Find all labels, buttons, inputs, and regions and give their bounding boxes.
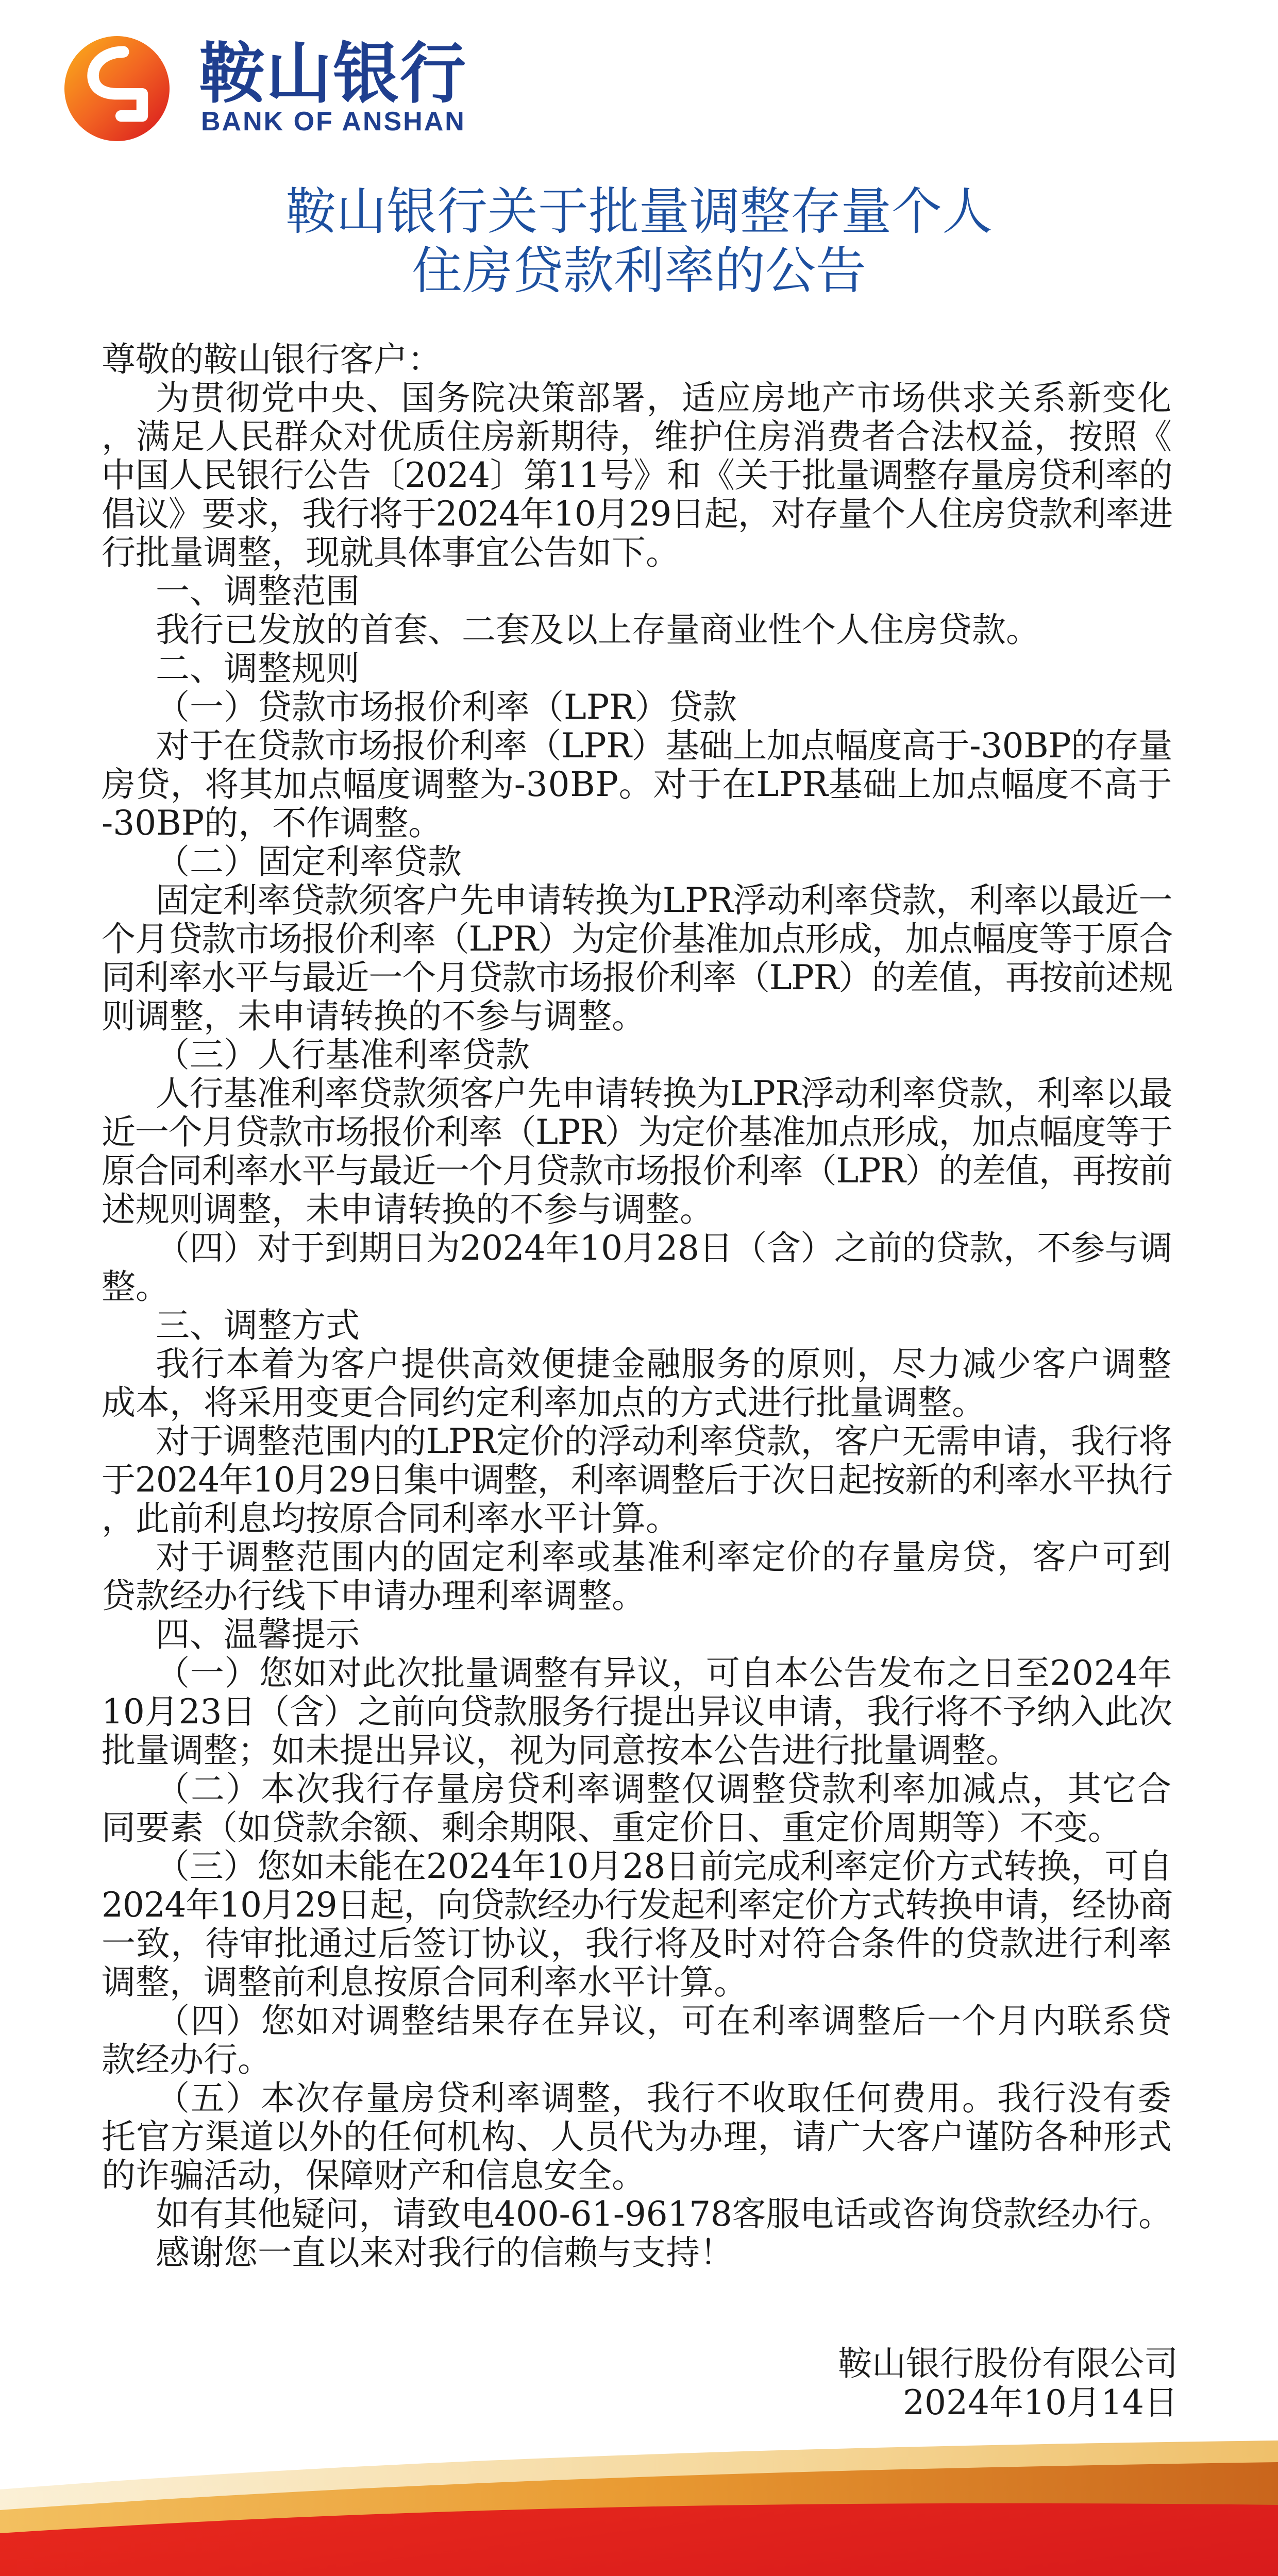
sub-heading	[102, 842, 1172, 881]
paragraph-line	[102, 997, 1172, 1036]
sub-heading-text: （一）贷款市场报价利率（LPR）贷款	[156, 687, 737, 727]
paragraph-line	[102, 495, 1172, 533]
sub-heading-text: （三）人行基准利率贷款	[156, 1035, 530, 1075]
paragraph-text: 近一个月贷款市场报价利率（LPR）为定价基准加点形成，加点幅度等于	[102, 1112, 1172, 1152]
paragraph-text: 人行基准利率贷款须客户先申请转换为LPR浮动利率贷款，利率以最	[156, 1074, 1172, 1113]
paragraph-text: 同利率水平与最近一个月贷款市场报价利率（LPR）的差值，再按前述规	[102, 958, 1172, 997]
paragraph-text: 托官方渠道以外的任何机构、人员代为办理，请广大客户谨防各种形式	[102, 2117, 1172, 2157]
paragraph	[102, 881, 1172, 1036]
paragraph	[102, 726, 1172, 842]
paragraph-line	[102, 611, 1172, 649]
section-heading	[102, 572, 1172, 611]
paragraph	[102, 379, 1172, 572]
paragraph-line	[102, 1383, 1172, 1422]
section-heading-line	[102, 649, 1172, 688]
paragraph-text: 我行本着为客户提供高效便捷金融服务的原则，尽力减少客户调整	[156, 1344, 1172, 1384]
paragraph-text: （四）您如对调整结果存在异议，可在利率调整后一个月内联系贷	[156, 2001, 1172, 2041]
paragraph-text: 一致，待审批通过后签订协议，我行将及时对符合条件的贷款进行利率	[102, 1924, 1172, 1963]
bank-of-anshan-logo-icon	[64, 36, 170, 141]
paragraph-line	[102, 1577, 1172, 1615]
paragraph	[102, 1074, 1172, 1229]
paragraph-text: 成本，将采用变更合同约定利率加点的方式进行批量调整。	[102, 1383, 986, 1422]
paragraph-text: （二）本次我行存量房贷利率调整仅调整贷款利率加减点，其它合	[156, 1769, 1172, 1809]
paragraph	[102, 2002, 1172, 2079]
section-heading-text: 四、温馨提示	[156, 1615, 360, 1654]
paragraph	[102, 1654, 1172, 1770]
paragraph	[102, 1229, 1172, 1306]
sub-heading-line	[102, 1036, 1172, 1074]
section-heading-text: 一、调整范围	[156, 571, 360, 611]
section-heading	[102, 1306, 1172, 1345]
paragraph-text: 对于调整范围内的LPR定价的浮动利率贷款，客户无需申请，我行将	[156, 1421, 1172, 1461]
paragraph-line	[102, 2233, 1172, 2272]
section-heading-line	[102, 1615, 1172, 1654]
paragraph-text: 如有其他疑问，请致电400-61-96178客服电话或咨询贷款经办行。	[156, 2194, 1172, 2234]
sub-heading-line	[102, 688, 1172, 726]
greeting-text: 尊敬的鞍山银行客户：	[102, 340, 442, 379]
paragraph-text: 固定利率贷款须客户先申请转换为LPR浮动利率贷款，利率以最近一	[156, 880, 1172, 920]
paragraph-text: ，此前利息均按原合同利率水平计算。	[102, 1499, 680, 1538]
section-heading-line	[102, 572, 1172, 611]
paragraph-line	[102, 533, 1172, 572]
paragraph-line	[102, 456, 1172, 495]
paragraph-line	[102, 1770, 1172, 1808]
paragraph-text: 的诈骗活动，保障财产和信息安全。	[102, 2156, 646, 2195]
sub-heading	[102, 1036, 1172, 1074]
paragraph-line	[102, 1924, 1172, 1963]
paragraph-line	[102, 1113, 1172, 1151]
paragraph-text: 对于在贷款市场报价利率（LPR）基础上加点幅度高于-30BP的存量	[156, 726, 1172, 766]
paragraph-line	[102, 1074, 1172, 1113]
paragraph-line	[102, 1499, 1172, 1538]
paragraph	[102, 1538, 1172, 1615]
notice-title-line-2: 住房贷款利率的公告	[411, 242, 866, 300]
paragraph-text: 批量调整；如未提出异议，视为同意按本公告进行批量调整。	[102, 1731, 1020, 1770]
paragraph-line	[102, 2002, 1172, 2040]
paragraph-text: 感谢您一直以来对我行的信赖与支持！	[156, 2233, 734, 2273]
paragraph-line	[102, 1963, 1172, 2002]
section-heading	[102, 1615, 1172, 1654]
paragraph-text: 倡议》要求，我行将于2024年10月29日起，对存量个人住房贷款利率进	[102, 494, 1172, 534]
paragraph-text: 款经办行。	[102, 2040, 272, 2079]
paragraph-text: 个月贷款市场报价利率（LPR）为定价基准加点形成，加点幅度等于原合	[102, 919, 1172, 959]
paragraph-line	[102, 2117, 1172, 2156]
paragraph-text: （三）您如未能在2024年10月28日前完成利率定价方式转换，可自	[156, 1846, 1172, 1886]
paragraph-line	[102, 1808, 1172, 1847]
paragraph-line	[102, 2195, 1172, 2233]
paragraph-line	[102, 765, 1172, 804]
signature-org: 鞍山银行股份有限公司	[838, 2344, 1178, 2383]
paragraph-text: 整。	[102, 1267, 170, 1307]
signature-date: 2024年10月14日	[903, 2383, 1178, 2422]
paragraph-text: 贷款经办行线下申请办理利率调整。	[102, 1576, 646, 1616]
paragraph-line	[102, 1345, 1172, 1383]
paragraph-text: 原合同利率水平与最近一个月贷款市场报价利率（LPR）的差值，再按前	[102, 1151, 1172, 1191]
paragraph	[102, 2233, 1172, 2272]
paragraph-text: -30BP的，不作调整。	[102, 803, 443, 843]
paragraph-text: （一）您如对此次批量调整有异议，可自本公告发布之日至2024年	[156, 1653, 1172, 1693]
paragraph-text: 述规则调整，未申请转换的不参与调整。	[102, 1190, 714, 1229]
paragraph	[102, 611, 1172, 649]
paragraph-line	[102, 726, 1172, 765]
paragraph-text: 房贷，将其加点幅度调整为-30BP。对于在LPR基础上加点幅度不高于	[102, 765, 1172, 804]
notice-body	[102, 340, 1172, 2272]
paragraph	[102, 1422, 1172, 1538]
notice-title	[0, 182, 1278, 301]
paragraph-line	[102, 1151, 1172, 1190]
paragraph-line	[102, 1731, 1172, 1770]
paragraph-text: ，满足人民群众对优质住房新期待，维护住房消费者合法权益，按照《	[102, 417, 1172, 456]
paragraph	[102, 1345, 1172, 1422]
notice-title-line-1: 鞍山银行关于批量调整存量个人	[285, 182, 993, 241]
paragraph	[102, 2195, 1172, 2233]
paragraph-line	[102, 1267, 1172, 1306]
paragraph-line	[102, 2040, 1172, 2079]
section-heading-text: 三、调整方式	[156, 1306, 360, 1345]
paragraph-line	[102, 1229, 1172, 1267]
paragraph-text: 2024年10月29日起，向贷款经办行发起利率定价方式转换申请，经协商	[102, 1885, 1172, 1925]
paragraph-text: 于2024年10月29日集中调整，利率调整后于次日起按新的利率水平执行	[102, 1460, 1172, 1500]
footer-ribbon-decoration	[0, 2441, 1278, 2576]
paragraph-text: 行批量调整，现就具体事宜公告如下。	[102, 533, 680, 572]
paragraph	[102, 1847, 1172, 2002]
sub-heading-line	[102, 842, 1172, 881]
paragraph-line	[102, 1692, 1172, 1731]
paragraph-text: 中国人民银行公告〔2024〕第11号》和《关于批量调整存量房贷利率的	[102, 455, 1172, 495]
paragraph-line	[102, 1847, 1172, 1886]
paragraph-text: 10月23日（含）之前向贷款服务行提出异议申请，我行将不予纳入此次	[102, 1692, 1172, 1732]
paragraph-line	[102, 958, 1172, 997]
paragraph-line	[102, 881, 1172, 920]
paragraph	[102, 1770, 1172, 1847]
paragraph-line	[102, 1461, 1172, 1499]
paragraph-line	[102, 1538, 1172, 1577]
paragraph-line	[102, 2079, 1172, 2117]
bank-name-en: BANK OF ANSHAN	[201, 107, 466, 137]
paragraph-text: （四）对于到期日为2024年10月28日（含）之前的贷款，不参与调	[156, 1228, 1172, 1268]
sub-heading	[102, 688, 1172, 726]
paragraph-text: （五）本次存量房贷利率调整，我行不收取任何费用。我行没有委	[156, 2078, 1172, 2118]
paragraph-text: 调整，调整前利息按原合同利率水平计算。	[102, 1962, 748, 2002]
paragraph-text: 则调整，未申请转换的不参与调整。	[102, 996, 646, 1036]
paragraph-line	[102, 1886, 1172, 1924]
paragraph-line	[102, 2156, 1172, 2195]
sub-heading-text: （二）固定利率贷款	[156, 842, 462, 882]
paragraph-text: 同要素（如贷款余额、剩余期限、重定价日、重定价周期等）不变。	[102, 1808, 1122, 1848]
paragraph-line	[102, 1654, 1172, 1692]
paragraph-line	[102, 920, 1172, 958]
section-heading-line	[102, 1306, 1172, 1345]
bank-name-cn: 鞍山银行	[199, 36, 467, 112]
paragraph-line	[102, 1190, 1172, 1229]
section-heading	[102, 649, 1172, 688]
paragraph-text: 我行已发放的首套、二套及以上存量商业性个人住房贷款。	[156, 610, 1040, 650]
paragraph	[102, 2079, 1172, 2195]
greeting-line	[102, 340, 1172, 379]
section-heading-text: 二、调整规则	[156, 649, 360, 688]
paragraph-text: 对于调整范围内的固定利率或基准利率定价的存量房贷，客户可到	[156, 1537, 1172, 1577]
paragraph-line	[102, 417, 1172, 456]
paragraph-line	[102, 1422, 1172, 1461]
paragraph-line	[102, 379, 1172, 417]
paragraph-line	[102, 804, 1172, 842]
signature-block	[838, 2344, 1178, 2422]
paragraph-text: 为贯彻党中央、国务院决策部署，适应房地产市场供求关系新变化	[156, 378, 1172, 418]
